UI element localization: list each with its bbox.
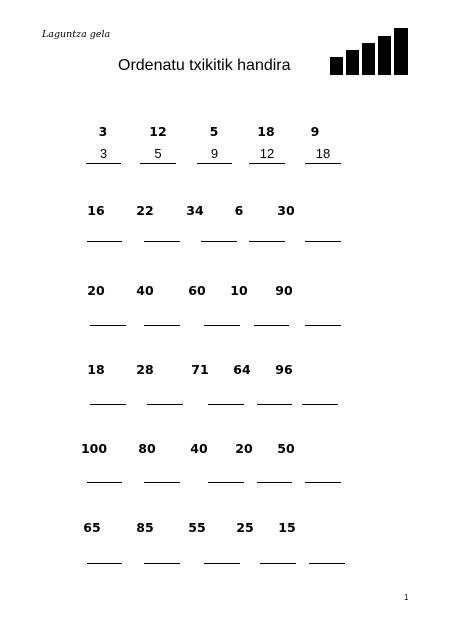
answer-value: 9 bbox=[210, 146, 219, 161]
ascending-bars-icon bbox=[0, 0, 453, 100]
answer-blank[interactable] bbox=[208, 482, 244, 483]
answer-blank[interactable] bbox=[90, 404, 126, 405]
answer-blank[interactable] bbox=[208, 404, 244, 405]
logo-bar bbox=[362, 43, 375, 75]
answer-blank[interactable] bbox=[254, 325, 289, 326]
exercise-number: 5 bbox=[209, 124, 219, 139]
exercise-number: 20 bbox=[87, 283, 105, 298]
exercise-number: 18 bbox=[87, 362, 105, 377]
answer-blank[interactable] bbox=[204, 563, 240, 564]
answer-blank[interactable] bbox=[87, 482, 122, 483]
answer-value: 5 bbox=[154, 146, 162, 161]
exercise-number: 60 bbox=[188, 283, 206, 298]
answer-blank[interactable] bbox=[144, 482, 180, 483]
answer-blank[interactable] bbox=[305, 325, 341, 326]
exercise-number: 71 bbox=[191, 362, 209, 377]
exercise-number: 25 bbox=[236, 520, 254, 535]
answer-blank[interactable] bbox=[249, 241, 285, 242]
answer-blank[interactable] bbox=[144, 325, 180, 326]
page-title: Ordenatu txikitik handira bbox=[118, 57, 291, 74]
page-number: 1 bbox=[404, 593, 409, 602]
answer-blank[interactable] bbox=[87, 563, 122, 564]
answer-blank[interactable] bbox=[305, 241, 341, 242]
exercise-number: 65 bbox=[83, 520, 101, 535]
answer-blank[interactable] bbox=[144, 563, 180, 564]
exercise-number: 20 bbox=[235, 441, 253, 456]
answer-blank[interactable] bbox=[257, 482, 292, 483]
exercise-number: 28 bbox=[136, 362, 154, 377]
exercise-number: 3 bbox=[98, 124, 108, 139]
exercise-number: 50 bbox=[277, 441, 295, 456]
exercise-number: 12 bbox=[149, 124, 167, 139]
answer-value: 12 bbox=[259, 146, 275, 161]
answer-blank[interactable] bbox=[309, 563, 345, 564]
answer-blank[interactable] bbox=[201, 241, 237, 242]
answer-blank[interactable] bbox=[302, 404, 338, 405]
exercise-number: 40 bbox=[136, 283, 154, 298]
exercise-number: 96 bbox=[275, 362, 293, 377]
exercise-number: 55 bbox=[188, 520, 206, 535]
exercise-number: 18 bbox=[257, 124, 275, 139]
answer-blank[interactable] bbox=[305, 482, 341, 483]
exercise-number: 6 bbox=[234, 203, 244, 218]
exercise-number: 9 bbox=[310, 124, 320, 139]
answer-blank[interactable] bbox=[90, 325, 126, 326]
exercise-number: 90 bbox=[275, 283, 293, 298]
answer-blank[interactable] bbox=[86, 163, 121, 164]
answer-blank[interactable] bbox=[197, 163, 232, 164]
exercise-number: 100 bbox=[80, 441, 108, 456]
answer-blank[interactable] bbox=[257, 404, 292, 405]
answer-blank[interactable] bbox=[140, 163, 176, 164]
answer-blank[interactable] bbox=[305, 163, 341, 164]
answer-blank[interactable] bbox=[204, 325, 240, 326]
answer-blank[interactable] bbox=[260, 563, 296, 564]
header-note: Laguntza gela bbox=[42, 29, 111, 40]
exercise-number: 34 bbox=[186, 203, 204, 218]
answer-blank[interactable] bbox=[87, 241, 122, 242]
exercise-number: 15 bbox=[278, 520, 296, 535]
exercise-number: 16 bbox=[87, 203, 105, 218]
answer-value: 18 bbox=[315, 146, 331, 161]
logo-bar bbox=[330, 57, 343, 75]
answer-value: 3 bbox=[99, 146, 108, 161]
exercise-number: 64 bbox=[233, 362, 251, 377]
exercise-number: 30 bbox=[277, 203, 295, 218]
exercise-number: 85 bbox=[136, 520, 154, 535]
exercise-number: 10 bbox=[230, 283, 248, 298]
exercise-number: 22 bbox=[136, 203, 154, 218]
logo-bar bbox=[378, 36, 391, 75]
answer-blank[interactable] bbox=[249, 163, 285, 164]
exercise-number: 80 bbox=[138, 441, 156, 456]
exercise-number: 40 bbox=[190, 441, 208, 456]
logo-bar bbox=[394, 28, 408, 75]
logo-bar bbox=[346, 50, 359, 75]
answer-blank[interactable] bbox=[144, 241, 180, 242]
answer-blank[interactable] bbox=[147, 404, 183, 405]
